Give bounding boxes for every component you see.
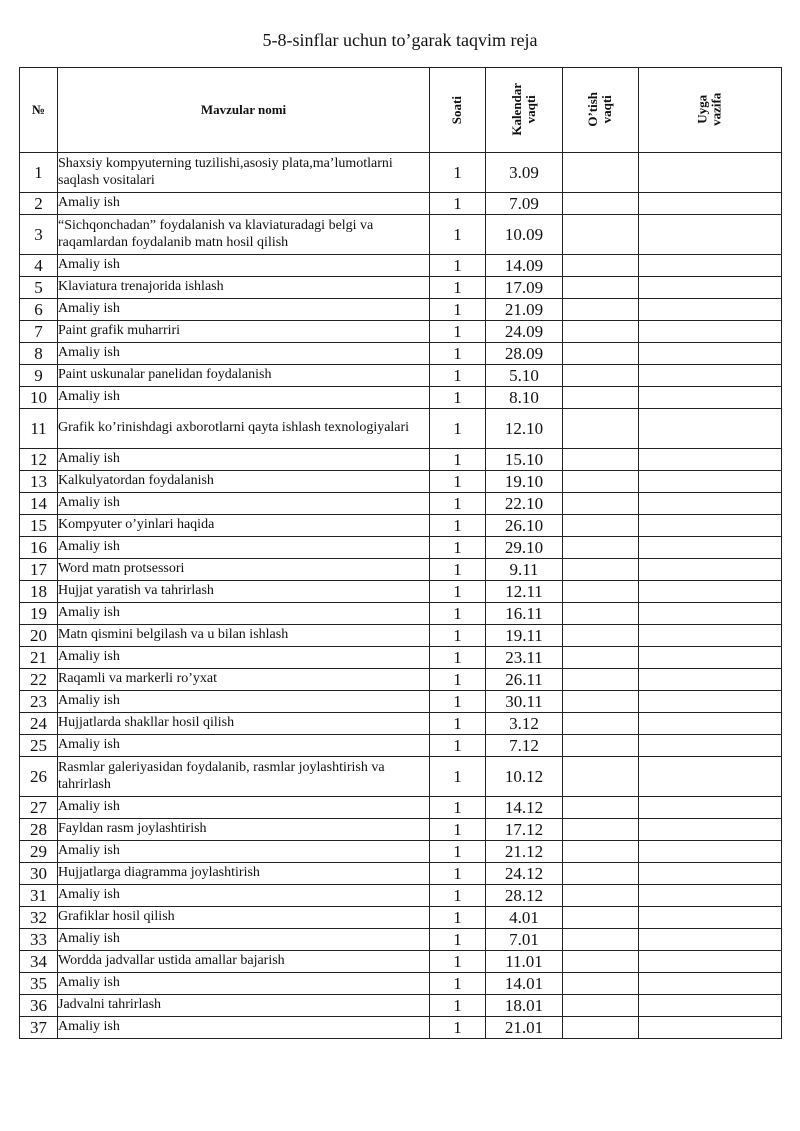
row-calendar-date: 19.10 xyxy=(486,471,563,493)
row-topic: “Sichqonchadan” foydalanish va klaviaturadagi belgi va raqamlardan foydalanib matn hosil qilish xyxy=(58,215,430,255)
row-passed-cell xyxy=(563,299,639,321)
row-number: 12 xyxy=(20,449,58,471)
row-hours: 1 xyxy=(430,735,486,757)
row-calendar-date: 10.09 xyxy=(486,215,563,255)
row-homework-cell xyxy=(639,581,782,603)
row-homework-cell xyxy=(639,255,782,277)
row-hours: 1 xyxy=(430,885,486,907)
row-homework-cell xyxy=(639,343,782,365)
row-topic: Hujjatlarda shakllar hosil qilish xyxy=(58,713,430,735)
table-row xyxy=(20,193,782,215)
row-number: 1 xyxy=(20,153,58,193)
row-hours: 1 xyxy=(430,515,486,537)
table-row xyxy=(20,365,782,387)
row-homework-cell xyxy=(639,409,782,449)
row-homework-cell xyxy=(639,669,782,691)
row-topic: Hujjat yaratish va tahrirlash xyxy=(58,581,430,603)
row-hours: 1 xyxy=(430,409,486,449)
row-topic: Amaliy ish xyxy=(58,193,430,215)
row-passed-cell xyxy=(563,819,639,841)
row-number: 16 xyxy=(20,537,58,559)
row-number: 10 xyxy=(20,387,58,409)
row-topic: Amaliy ish xyxy=(58,885,430,907)
table-row xyxy=(20,647,782,669)
row-passed-cell xyxy=(563,153,639,193)
row-topic: Amaliy ish xyxy=(58,929,430,951)
row-calendar-date: 21.12 xyxy=(486,841,563,863)
row-topic: Grafiklar hosil qilish xyxy=(58,907,430,929)
table-row xyxy=(20,669,782,691)
row-hours: 1 xyxy=(430,255,486,277)
row-topic: Matn qismini belgilash va u bilan ishlash xyxy=(58,625,430,647)
row-calendar-date: 21.01 xyxy=(486,1017,563,1039)
row-homework-cell xyxy=(639,449,782,471)
table-row xyxy=(20,343,782,365)
row-calendar-date: 18.01 xyxy=(486,995,563,1017)
row-topic: Jadvalni tahrirlash xyxy=(58,995,430,1017)
row-number: 7 xyxy=(20,321,58,343)
row-hours: 1 xyxy=(430,973,486,995)
row-number: 26 xyxy=(20,757,58,797)
row-homework-cell xyxy=(639,625,782,647)
row-hours: 1 xyxy=(430,193,486,215)
row-passed-cell xyxy=(563,863,639,885)
row-hours: 1 xyxy=(430,757,486,797)
row-topic: Amaliy ish xyxy=(58,449,430,471)
table-row xyxy=(20,973,782,995)
table-row xyxy=(20,1017,782,1039)
row-passed-cell xyxy=(563,691,639,713)
row-hours: 1 xyxy=(430,449,486,471)
row-topic: Hujjatlarga diagramma joylashtirish xyxy=(58,863,430,885)
table-row xyxy=(20,153,782,193)
row-number: 3 xyxy=(20,215,58,255)
table-row xyxy=(20,819,782,841)
row-hours: 1 xyxy=(430,559,486,581)
row-homework-cell xyxy=(639,277,782,299)
row-homework-cell xyxy=(639,387,782,409)
row-passed-cell xyxy=(563,365,639,387)
row-hours: 1 xyxy=(430,153,486,193)
row-hours: 1 xyxy=(430,603,486,625)
row-homework-cell xyxy=(639,995,782,1017)
row-topic: Amaliy ish xyxy=(58,343,430,365)
header-row xyxy=(20,68,782,153)
row-homework-cell xyxy=(639,515,782,537)
row-passed-cell xyxy=(563,841,639,863)
row-number: 29 xyxy=(20,841,58,863)
row-hours: 1 xyxy=(430,387,486,409)
row-topic: Amaliy ish xyxy=(58,841,430,863)
row-number: 18 xyxy=(20,581,58,603)
row-homework-cell xyxy=(639,735,782,757)
row-number: 5 xyxy=(20,277,58,299)
row-passed-cell xyxy=(563,907,639,929)
row-calendar-date: 28.09 xyxy=(486,343,563,365)
row-homework-cell xyxy=(639,471,782,493)
row-hours: 1 xyxy=(430,299,486,321)
document-title: 5-8-sinflar uchun to’garak taqvim reja xyxy=(262,30,538,50)
row-topic: Amaliy ish xyxy=(58,537,430,559)
table-row xyxy=(20,537,782,559)
row-homework-cell xyxy=(639,215,782,255)
table-row xyxy=(20,559,782,581)
row-calendar-date: 17.09 xyxy=(486,277,563,299)
row-number: 31 xyxy=(20,885,58,907)
table-row xyxy=(20,321,782,343)
row-hours: 1 xyxy=(430,493,486,515)
row-passed-cell xyxy=(563,343,639,365)
row-topic: Paint grafik muharriri xyxy=(58,321,430,343)
row-homework-cell xyxy=(639,153,782,193)
row-topic: Kalkulyatordan foydalanish xyxy=(58,471,430,493)
row-number: 9 xyxy=(20,365,58,387)
row-number: 19 xyxy=(20,603,58,625)
row-passed-cell xyxy=(563,193,639,215)
row-hours: 1 xyxy=(430,215,486,255)
row-homework-cell xyxy=(639,603,782,625)
row-calendar-date: 12.10 xyxy=(486,409,563,449)
row-calendar-date: 26.10 xyxy=(486,515,563,537)
row-number: 33 xyxy=(20,929,58,951)
row-passed-cell xyxy=(563,603,639,625)
row-topic: Shaxsiy kompyuterning tuzilishi,asosiy plata,ma’lumotlarni saqlash vositalari xyxy=(58,153,430,193)
row-hours: 1 xyxy=(430,929,486,951)
row-hours: 1 xyxy=(430,841,486,863)
row-homework-cell xyxy=(639,841,782,863)
row-topic: Fayldan rasm joylashtirish xyxy=(58,819,430,841)
row-homework-cell xyxy=(639,713,782,735)
row-hours: 1 xyxy=(430,537,486,559)
row-passed-cell xyxy=(563,929,639,951)
row-homework-cell xyxy=(639,537,782,559)
row-topic: Amaliy ish xyxy=(58,973,430,995)
row-calendar-date: 15.10 xyxy=(486,449,563,471)
row-calendar-date: 5.10 xyxy=(486,365,563,387)
row-homework-cell xyxy=(639,819,782,841)
row-topic: Amaliy ish xyxy=(58,255,430,277)
row-homework-cell xyxy=(639,365,782,387)
row-hours: 1 xyxy=(430,625,486,647)
row-homework-cell xyxy=(639,299,782,321)
row-passed-cell xyxy=(563,757,639,797)
row-calendar-date: 14.01 xyxy=(486,973,563,995)
row-calendar-date: 23.11 xyxy=(486,647,563,669)
row-hours: 1 xyxy=(430,907,486,929)
table-row xyxy=(20,493,782,515)
header-topic: Mavzular nomi xyxy=(58,68,430,153)
header-hours xyxy=(430,68,486,153)
table-row xyxy=(20,581,782,603)
row-calendar-date: 22.10 xyxy=(486,493,563,515)
row-passed-cell xyxy=(563,277,639,299)
row-topic: Amaliy ish xyxy=(58,299,430,321)
table-row xyxy=(20,387,782,409)
row-number: 27 xyxy=(20,797,58,819)
table-row xyxy=(20,691,782,713)
row-passed-cell xyxy=(563,255,639,277)
table-row xyxy=(20,995,782,1017)
row-topic: Wordda jadvallar ustida amallar bajarish xyxy=(58,951,430,973)
row-hours: 1 xyxy=(430,1017,486,1039)
row-hours: 1 xyxy=(430,951,486,973)
row-calendar-date: 4.01 xyxy=(486,907,563,929)
row-passed-cell xyxy=(563,581,639,603)
schedule-table xyxy=(19,67,782,1039)
row-passed-cell xyxy=(563,647,639,669)
row-homework-cell xyxy=(639,559,782,581)
row-passed-cell xyxy=(563,559,639,581)
table-row xyxy=(20,215,782,255)
row-number: 6 xyxy=(20,299,58,321)
row-topic: Raqamli va markerli ro’yxat xyxy=(58,669,430,691)
row-hours: 1 xyxy=(430,863,486,885)
row-calendar-date: 11.01 xyxy=(486,951,563,973)
row-passed-cell xyxy=(563,1017,639,1039)
header-passed-label: O’tish vaqti xyxy=(585,92,615,127)
row-homework-cell xyxy=(639,493,782,515)
row-homework-cell xyxy=(639,757,782,797)
row-topic: Kompyuter o’yinlari haqida xyxy=(58,515,430,537)
row-number: 25 xyxy=(20,735,58,757)
table-body xyxy=(20,153,782,1039)
row-hours: 1 xyxy=(430,581,486,603)
row-passed-cell xyxy=(563,713,639,735)
row-hours: 1 xyxy=(430,713,486,735)
row-passed-cell xyxy=(563,409,639,449)
table-row xyxy=(20,885,782,907)
row-homework-cell xyxy=(639,647,782,669)
table-row xyxy=(20,797,782,819)
row-calendar-date: 7.01 xyxy=(486,929,563,951)
table-row xyxy=(20,277,782,299)
header-calendar-label: Kalendar vaqti xyxy=(508,83,538,137)
row-number: 13 xyxy=(20,471,58,493)
row-passed-cell xyxy=(563,449,639,471)
row-number: 14 xyxy=(20,493,58,515)
row-calendar-date: 14.12 xyxy=(486,797,563,819)
row-number: 34 xyxy=(20,951,58,973)
row-number: 28 xyxy=(20,819,58,841)
row-topic: Word matn protsessori xyxy=(58,559,430,581)
table-row xyxy=(20,255,782,277)
row-passed-cell xyxy=(563,669,639,691)
table-row xyxy=(20,625,782,647)
row-calendar-date: 30.11 xyxy=(486,691,563,713)
row-number: 4 xyxy=(20,255,58,277)
row-topic: Paint uskunalar panelidan foydalanish xyxy=(58,365,430,387)
row-hours: 1 xyxy=(430,819,486,841)
header-hours-label: Soati xyxy=(449,96,465,125)
row-calendar-date: 26.11 xyxy=(486,669,563,691)
table-row xyxy=(20,471,782,493)
table-row xyxy=(20,929,782,951)
row-hours: 1 xyxy=(430,277,486,299)
table-row xyxy=(20,515,782,537)
row-calendar-date: 16.11 xyxy=(486,603,563,625)
row-homework-cell xyxy=(639,929,782,951)
row-calendar-date: 28.12 xyxy=(486,885,563,907)
header-calendar xyxy=(486,68,563,153)
table-row xyxy=(20,757,782,797)
row-calendar-date: 29.10 xyxy=(486,537,563,559)
row-number: 8 xyxy=(20,343,58,365)
row-topic: Amaliy ish xyxy=(58,1017,430,1039)
row-topic: Amaliy ish xyxy=(58,691,430,713)
row-number: 2 xyxy=(20,193,58,215)
row-number: 37 xyxy=(20,1017,58,1039)
row-calendar-date: 21.09 xyxy=(486,299,563,321)
row-hours: 1 xyxy=(430,365,486,387)
row-topic: Amaliy ish xyxy=(58,493,430,515)
row-number: 32 xyxy=(20,907,58,929)
row-number: 22 xyxy=(20,669,58,691)
row-hours: 1 xyxy=(430,321,486,343)
row-hours: 1 xyxy=(430,995,486,1017)
table-row xyxy=(20,409,782,449)
row-number: 36 xyxy=(20,995,58,1017)
table-row xyxy=(20,841,782,863)
table-row xyxy=(20,863,782,885)
row-calendar-date: 8.10 xyxy=(486,387,563,409)
row-passed-cell xyxy=(563,973,639,995)
row-calendar-date: 3.12 xyxy=(486,713,563,735)
row-passed-cell xyxy=(563,515,639,537)
row-homework-cell xyxy=(639,907,782,929)
row-homework-cell xyxy=(639,193,782,215)
row-topic: Amaliy ish xyxy=(58,387,430,409)
row-calendar-date: 12.11 xyxy=(486,581,563,603)
table-row xyxy=(20,603,782,625)
row-number: 24 xyxy=(20,713,58,735)
row-homework-cell xyxy=(639,951,782,973)
row-hours: 1 xyxy=(430,669,486,691)
row-homework-cell xyxy=(639,885,782,907)
row-number: 17 xyxy=(20,559,58,581)
header-passed xyxy=(563,68,639,153)
table-row xyxy=(20,951,782,973)
table-row xyxy=(20,735,782,757)
header-homework-label: Uyga vazifa xyxy=(694,93,724,127)
row-hours: 1 xyxy=(430,647,486,669)
row-topic: Amaliy ish xyxy=(58,603,430,625)
row-hours: 1 xyxy=(430,691,486,713)
row-topic: Klaviatura trenajorida ishlash xyxy=(58,277,430,299)
row-homework-cell xyxy=(639,1017,782,1039)
row-passed-cell xyxy=(563,387,639,409)
row-number: 20 xyxy=(20,625,58,647)
row-number: 21 xyxy=(20,647,58,669)
row-passed-cell xyxy=(563,995,639,1017)
row-passed-cell xyxy=(563,537,639,559)
row-calendar-date: 24.12 xyxy=(486,863,563,885)
row-passed-cell xyxy=(563,493,639,515)
row-passed-cell xyxy=(563,471,639,493)
table-row xyxy=(20,713,782,735)
row-passed-cell xyxy=(563,321,639,343)
row-passed-cell xyxy=(563,215,639,255)
row-hours: 1 xyxy=(430,797,486,819)
row-passed-cell xyxy=(563,951,639,973)
row-homework-cell xyxy=(639,321,782,343)
table-row xyxy=(20,907,782,929)
row-calendar-date: 24.09 xyxy=(486,321,563,343)
row-passed-cell xyxy=(563,797,639,819)
row-topic: Amaliy ish xyxy=(58,797,430,819)
row-number: 11 xyxy=(20,409,58,449)
row-number: 30 xyxy=(20,863,58,885)
row-calendar-date: 7.12 xyxy=(486,735,563,757)
row-topic: Amaliy ish xyxy=(58,647,430,669)
table-row xyxy=(20,299,782,321)
row-number: 15 xyxy=(20,515,58,537)
row-homework-cell xyxy=(639,973,782,995)
row-calendar-date: 9.11 xyxy=(486,559,563,581)
row-hours: 1 xyxy=(430,471,486,493)
table-row xyxy=(20,449,782,471)
row-calendar-date: 14.09 xyxy=(486,255,563,277)
row-calendar-date: 3.09 xyxy=(486,153,563,193)
row-number: 35 xyxy=(20,973,58,995)
row-calendar-date: 17.12 xyxy=(486,819,563,841)
row-homework-cell xyxy=(639,797,782,819)
row-calendar-date: 19.11 xyxy=(486,625,563,647)
row-number: 23 xyxy=(20,691,58,713)
row-calendar-date: 10.12 xyxy=(486,757,563,797)
row-homework-cell xyxy=(639,863,782,885)
header-num: № xyxy=(20,68,58,153)
row-calendar-date: 7.09 xyxy=(486,193,563,215)
row-passed-cell xyxy=(563,885,639,907)
row-topic: Grafik ko’rinishdagi axborotlarni qayta ishlash texnologiyalari xyxy=(58,409,430,449)
row-topic: Amaliy ish xyxy=(58,735,430,757)
row-topic: Rasmlar galeriyasidan foydalanib, rasmlar joylashtirish va tahrirlash xyxy=(58,757,430,797)
row-homework-cell xyxy=(639,691,782,713)
row-passed-cell xyxy=(563,625,639,647)
header-homework xyxy=(639,68,782,153)
row-passed-cell xyxy=(563,735,639,757)
row-hours: 1 xyxy=(430,343,486,365)
